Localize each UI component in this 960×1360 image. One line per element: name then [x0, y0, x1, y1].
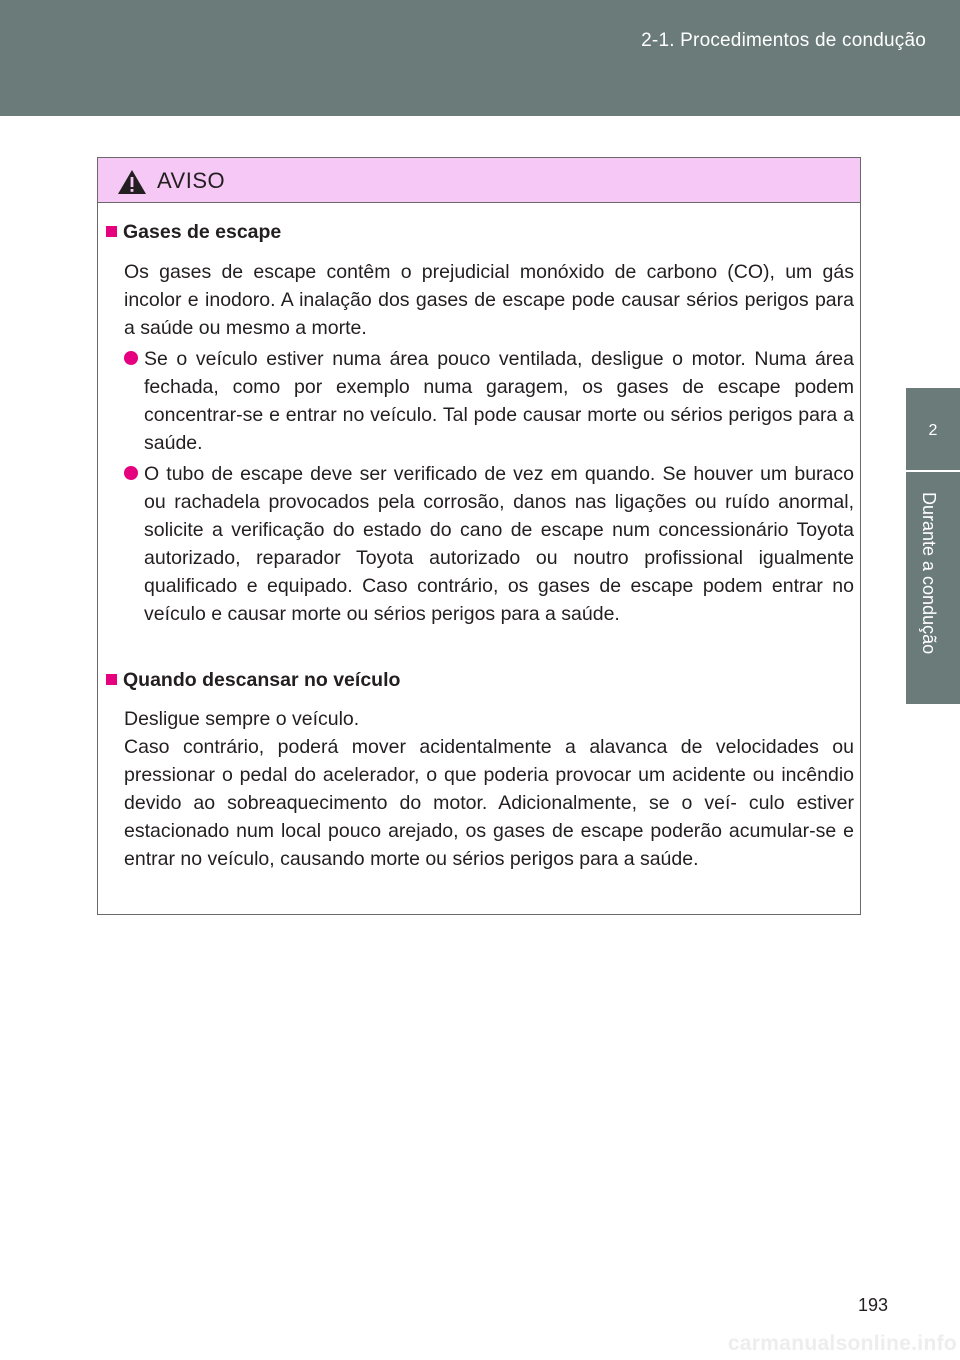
round-bullet-icon — [124, 351, 138, 365]
page-number: 193 — [858, 1295, 889, 1315]
resting-line1: Desligue sempre o veículo. — [124, 708, 360, 730]
warning-title: AVISO — [157, 168, 226, 193]
bullet-text: O tubo de escape deve ser verificado de vez em quando. Se houver um buraco ou rachadela provocados pela corrosão, danos nas ligações ou ruído anormal, solicite a verificação do estado do cano de escape num concessionário Toyota autorizado, reparador Toyota autorizado ou noutro profissional igualmente qualificado e equipado. Caso contrário, os gases de escape podem entrar no veículo e causar morte ou sérios perigos para a saúde. — [144, 463, 854, 625]
section-heading-resting: Quando descansar no veículo — [106, 666, 400, 694]
chapter-number: 2 — [928, 422, 938, 439]
square-bullet-icon — [106, 674, 117, 685]
warning-header — [98, 158, 860, 203]
round-bullet-icon — [124, 466, 138, 480]
list-item — [124, 345, 854, 457]
warning-box — [97, 157, 861, 915]
list-item — [124, 460, 854, 628]
watermark-logo: carmanualsonline.info — [727, 1332, 957, 1355]
square-bullet-icon — [106, 226, 117, 237]
resting-paragraph: Caso contrário, poderá mover acidentalmente a alavanca de velocidades ou pressionar o pedal do acelerador, o que poderia provocar um acidente ou incêndio devido ao sobreaquecimento do motor. Adicionalmente, se o veí- culo estiver estacionado num local pouco arejado, os gases de escape poderão acumular-se e entrar no veículo, causando morte ou sérios perigos para a saúde. — [124, 736, 854, 870]
section-heading-exhaust: Gases de escape — [106, 218, 281, 246]
header-band — [0, 0, 960, 116]
section-title: 2-1. Procedimentos de condução — [641, 30, 926, 51]
exhaust-paragraph: Os gases de escape contêm o prejudicial monóxido de carbono (CO), um gás incolor e inodoro. A inalação dos gases de escape pode causar sérios perigos para a saúde ou mesmo a morte. — [124, 261, 854, 339]
warning-triangle-icon — [117, 169, 147, 195]
side-tab-divider — [906, 470, 960, 472]
bullet-text: Se o veículo estiver numa área pouco ventilada, desligue o motor. Numa área fechada, como por exemplo numa garagem, os gases de escape podem concentrar-se e entrar no veículo. Tal pode causar morte ou sérios perigos para a saúde. — [144, 348, 854, 454]
chapter-label: Durante a condução — [919, 492, 939, 655]
